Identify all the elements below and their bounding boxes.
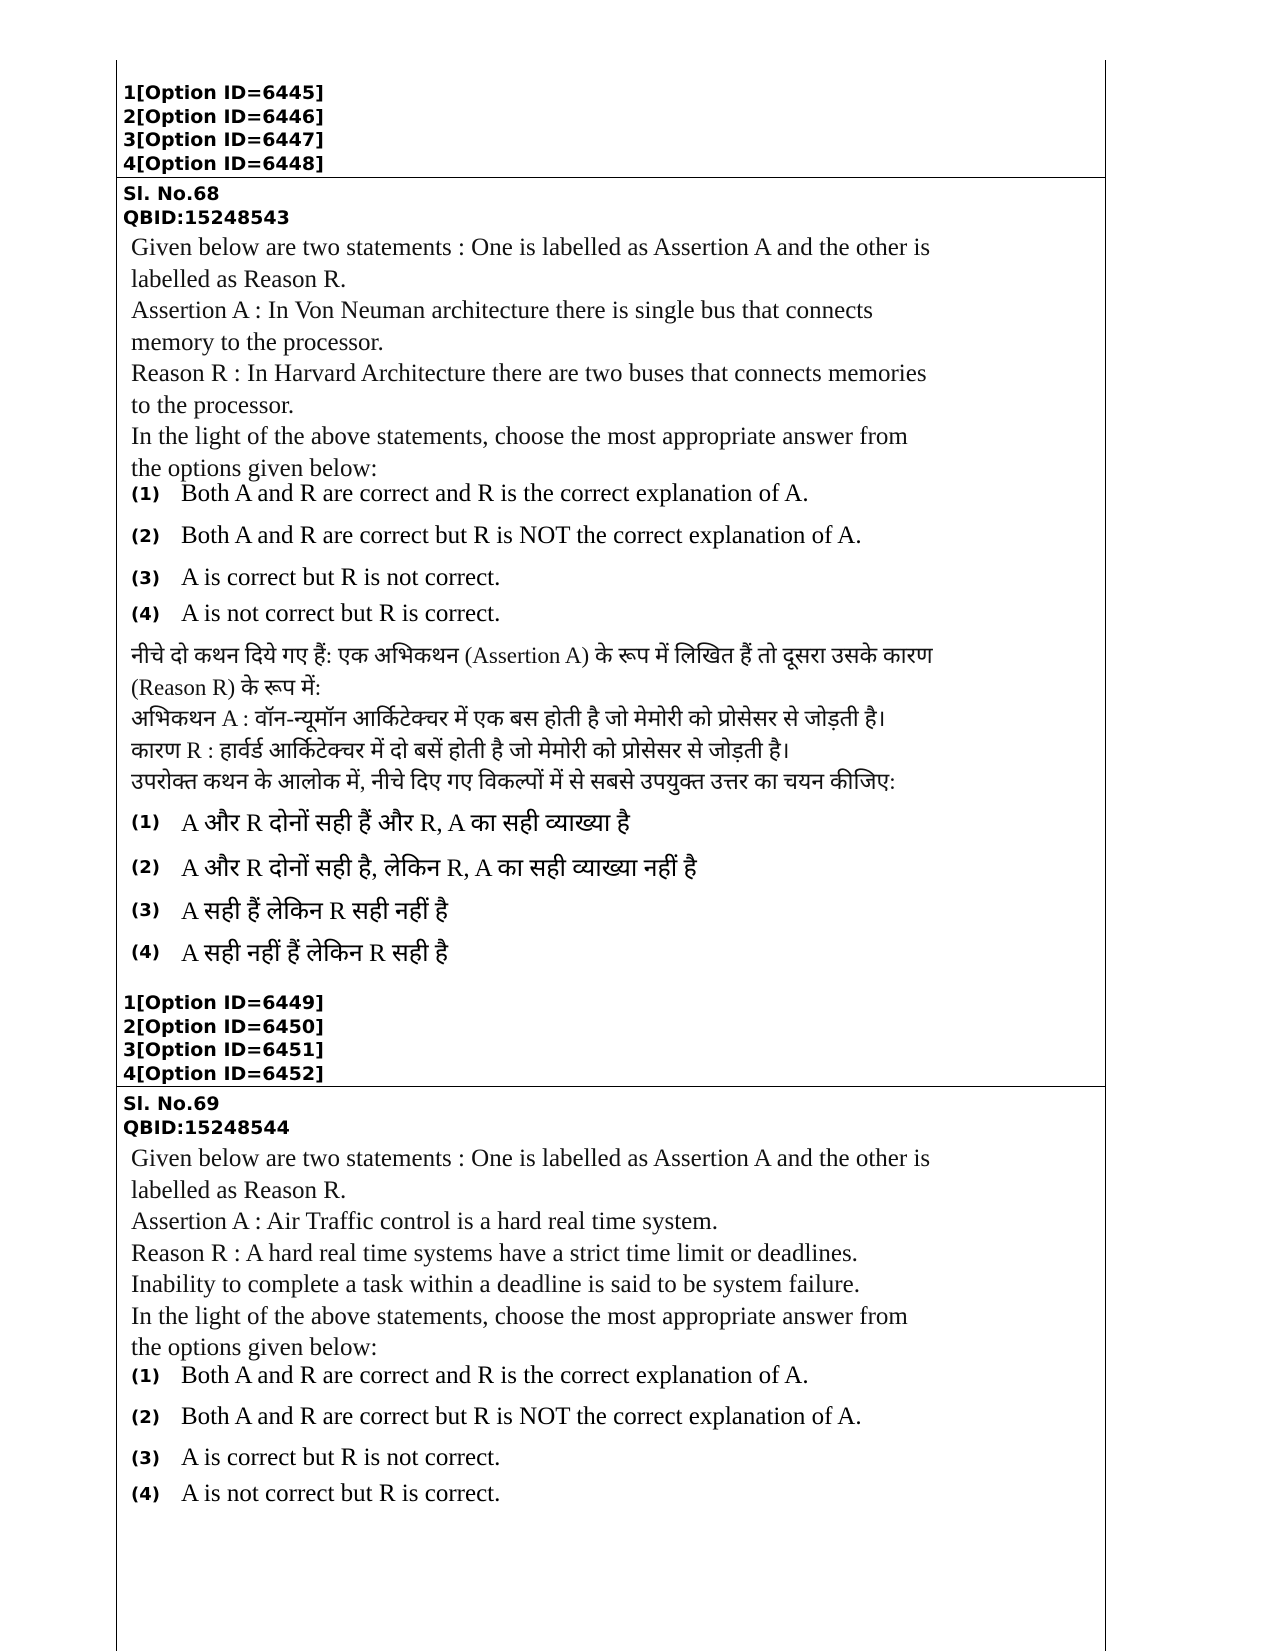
stem-line: Assertion A : Air Traffic control is a hard real time system.	[131, 1208, 718, 1235]
stem-line: labelled as Reason R.	[131, 1176, 347, 1204]
option-text: A is correct but R is not correct.	[181, 564, 501, 591]
q68-option-1	[131, 480, 809, 508]
q69-header	[123, 1093, 290, 1140]
option-id: 4[Option ID=6448]	[123, 152, 324, 175]
stem-line: In the light of the above statements, choose the most appropriate answer from	[131, 423, 908, 450]
option-id: 3[Option ID=6451]	[123, 1039, 324, 1061]
q68-hindi-option-4	[131, 935, 448, 969]
option-text: A और R दोनों सही है, लेकिन R, A का सही व्याख्या नहीं है	[181, 855, 697, 882]
stem-line: नीचे दो कथन दिये गए हैं: एक अभिकथन (Assertion A) के रूप में लिखित हैं तो दूसरा उसके कारण	[131, 643, 933, 668]
option-text: A is not correct but R is correct.	[181, 600, 501, 627]
prev-option-ids	[123, 82, 324, 176]
serial-number: Sl. No.69	[123, 1093, 220, 1115]
question-table	[116, 60, 1106, 1651]
stem-line: the options given below:	[131, 1334, 378, 1361]
q68-option-4	[131, 600, 500, 628]
q68-hindi-stem	[131, 640, 1031, 798]
stem-line: (Reason R) के रूप में:	[131, 674, 322, 700]
option-number: (4)	[131, 941, 160, 963]
option-id: 3[Option ID=6447]	[123, 129, 324, 151]
option-number: (2)	[131, 1406, 160, 1428]
option-text: Both A and R are correct and R is the correct explanation of A.	[181, 1362, 809, 1389]
option-number: (4)	[131, 1483, 160, 1505]
q68-header	[123, 183, 290, 230]
option-id: 2[Option ID=6450]	[123, 1015, 324, 1038]
option-text: A is not correct but R is correct.	[181, 1480, 501, 1507]
option-number: (1)	[131, 811, 160, 833]
option-text: A is correct but R is not correct.	[181, 1444, 501, 1471]
option-text: Both A and R are correct but R is NOT the correct explanation of A.	[181, 522, 862, 549]
q68-hindi-option-3	[131, 893, 448, 927]
option-number: (2)	[131, 525, 160, 547]
q69-option-3	[131, 1444, 500, 1472]
q68-option-3	[131, 564, 500, 592]
row-divider	[117, 177, 1105, 178]
stem-line: labelled as Reason R.	[131, 265, 347, 293]
option-id: 4[Option ID=6452]	[123, 1062, 324, 1085]
q69-option-4	[131, 1480, 500, 1508]
q69-option-1	[131, 1362, 809, 1390]
stem-line: the options given below:	[131, 454, 378, 482]
q68-stem	[131, 232, 1031, 484]
option-number: (1)	[131, 483, 160, 505]
stem-line: उपरोक्त कथन के आलोक में, नीचे दिए गए विकल्पों में से सबसे उपयुक्त उत्तर का चयन कीजिए:	[131, 769, 896, 794]
stem-line: memory to the processor.	[131, 328, 384, 356]
stem-line: Given below are two statements : One is labelled as Assertion A and the other is	[131, 1145, 931, 1172]
option-id: 2[Option ID=6446]	[123, 105, 324, 128]
qbid: QBID:15248544	[123, 1116, 290, 1139]
option-id: 1[Option ID=6449]	[123, 992, 324, 1014]
option-number: (1)	[131, 1365, 160, 1387]
option-number: (3)	[131, 1447, 160, 1469]
q68-option-2	[131, 522, 862, 550]
option-number: (3)	[131, 899, 160, 921]
qbid: QBID:15248543	[123, 206, 290, 229]
option-text: Both A and R are correct but R is NOT the correct explanation of A.	[181, 1403, 862, 1430]
row-divider	[117, 1086, 1105, 1087]
stem-line: Reason R : A hard real time systems have a strict time limit or deadlines.	[131, 1239, 858, 1267]
stem-line: Given below are two statements : One is labelled as Assertion A and the other is	[131, 234, 931, 261]
q68-hindi-option-2	[131, 850, 697, 884]
q68-option-ids	[123, 992, 324, 1086]
stem-line: अभिकथन A : वॉन-न्यूमॉन आर्किटेक्चर में एक बस होती है जो मेमोरी को प्रोसेसर से जोड़ती है।	[131, 706, 886, 731]
stem-line: Assertion A : In Von Neuman architecture there is single bus that connects	[131, 297, 873, 324]
option-id: 1[Option ID=6445]	[123, 82, 324, 104]
option-text: A सही नहीं हैं लेकिन R सही है	[181, 940, 449, 967]
option-text: Both A and R are correct and R is the correct explanation of A.	[181, 480, 809, 507]
stem-line: कारण R : हार्वर्ड आर्किटेक्चर में दो बसें होती है जो मेमोरी को प्रोसेसर से जोड़ती है।	[131, 737, 790, 763]
stem-line: to the processor.	[131, 391, 295, 419]
option-text: A और R दोनों सही हैं और R, A का सही व्याख्या है	[181, 810, 630, 837]
q68-hindi-option-1	[131, 805, 630, 839]
option-number: (4)	[131, 603, 160, 625]
option-number: (3)	[131, 567, 160, 589]
q69-stem	[131, 1143, 1031, 1364]
option-text: A सही हैं लेकिन R सही नहीं है	[181, 898, 449, 925]
stem-line: Reason R : In Harvard Architecture there are two buses that connects memories	[131, 360, 927, 387]
serial-number: Sl. No.68	[123, 183, 220, 205]
stem-line: Inability to complete a task within a deadline is said to be system failure.	[131, 1271, 860, 1298]
option-number: (2)	[131, 856, 160, 878]
q69-option-2	[131, 1403, 862, 1431]
stem-line: In the light of the above statements, choose the most appropriate answer from	[131, 1302, 908, 1330]
